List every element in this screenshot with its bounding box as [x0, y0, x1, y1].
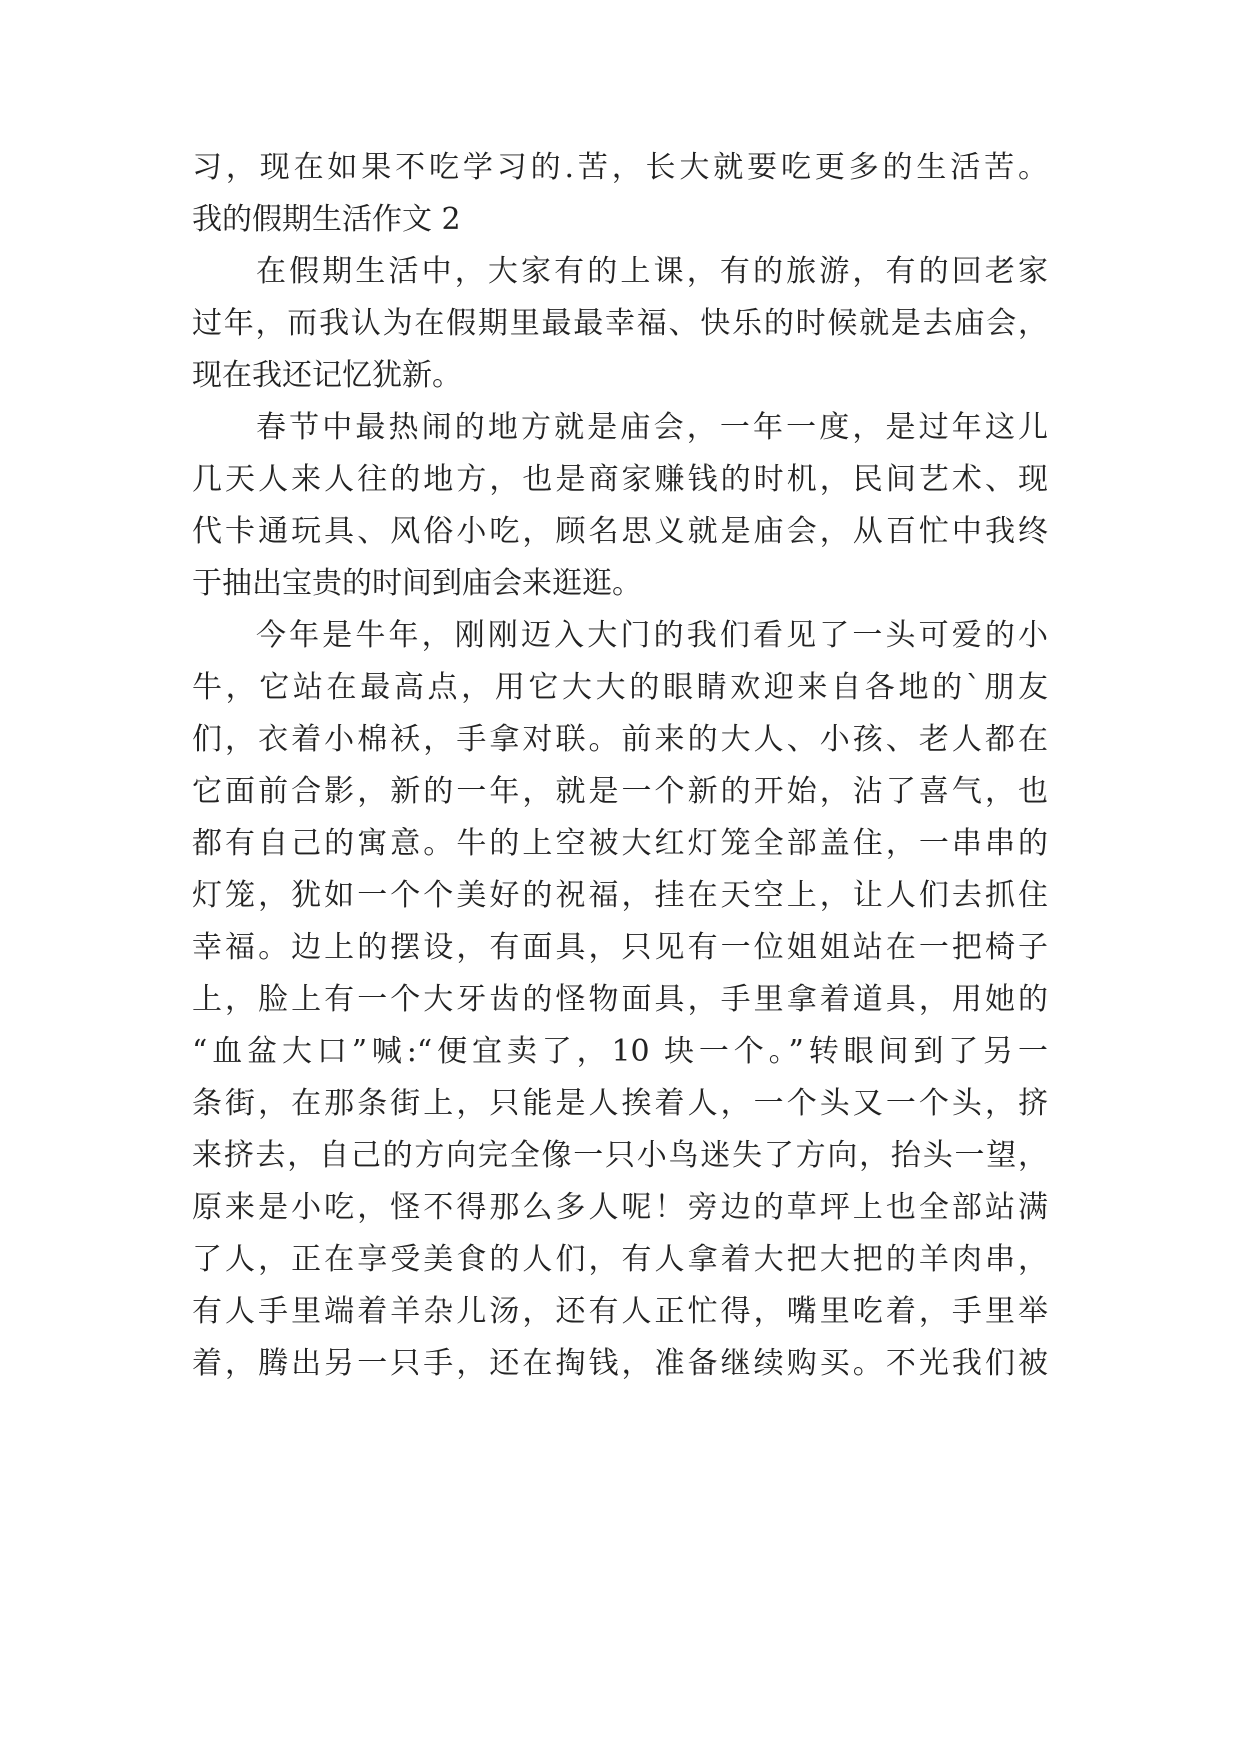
text-line: 现在我还记忆犹新。 [192, 358, 462, 393]
text-line: 习，现在如果不吃学习的.苦，长大就要吃更多的生活苦。 [192, 150, 1048, 185]
text-line: 在假期生活中，大家有的上课，有的旅游，有的回老家 [256, 254, 1048, 289]
section-heading: 我的假期生活作文 2 [192, 202, 461, 237]
text-line: 于抽出宝贵的时间到庙会来逛逛。 [192, 566, 642, 601]
text-line: 有人手里端着羊杂儿汤，还有人正忙得，嘴里吃着，手里举 [192, 1294, 1048, 1329]
text-line: 它面前合影，新的一年，就是一个新的开始，沾了喜气，也 [192, 774, 1048, 809]
text-line: 牛，它站在最高点，用它大大的眼睛欢迎来自各地的`朋友 [192, 670, 1048, 705]
text-line: 灯笼，犹如一个个美好的祝福，挂在天空上，让人们去抓住 [192, 878, 1048, 913]
text-line: “血盆大口”喊:“便宜卖了，10 块一个。”转眼间到了另一 [192, 1034, 1048, 1069]
text-line: 们，衣着小棉袄，手拿对联。前来的大人、小孩、老人都在 [192, 722, 1048, 757]
text-line: 都有自己的寓意。牛的上空被大红灯笼全部盖住，一串串的 [192, 826, 1048, 861]
text-line: 来挤去，自己的方向完全像一只小鸟迷失了方向，抬头一望， [192, 1138, 1048, 1173]
text-line: 了人，正在享受美食的人们，有人拿着大把大把的羊肉串， [192, 1242, 1048, 1277]
text-line: 幸福。边上的摆设，有面具，只见有一位姐姐站在一把椅子 [192, 930, 1048, 965]
text-line: 代卡通玩具、风俗小吃，顾名思义就是庙会，从百忙中我终 [192, 514, 1048, 549]
text-line: 上，脸上有一个大牙齿的怪物面具，手里拿着道具，用她的 [192, 982, 1048, 1017]
text-line: 春节中最热闹的地方就是庙会，一年一度，是过年这儿 [256, 410, 1048, 445]
text-line: 原来是小吃，怪不得那么多人呢！旁边的草坪上也全部站满 [192, 1190, 1048, 1225]
text-line: 过年，而我认为在假期里最最幸福、快乐的时候就是去庙会， [192, 306, 1048, 341]
text-line: 着，腾出另一只手，还在掏钱，准备继续购买。不光我们被 [192, 1346, 1048, 1381]
text-line: 今年是牛年，刚刚迈入大门的我们看见了一头可爱的小 [256, 618, 1048, 653]
text-line: 条街，在那条街上，只能是人挨着人，一个头又一个头，挤 [192, 1086, 1048, 1121]
text-line: 几天人来人往的地方，也是商家赚钱的时机，民间艺术、现 [192, 462, 1048, 497]
